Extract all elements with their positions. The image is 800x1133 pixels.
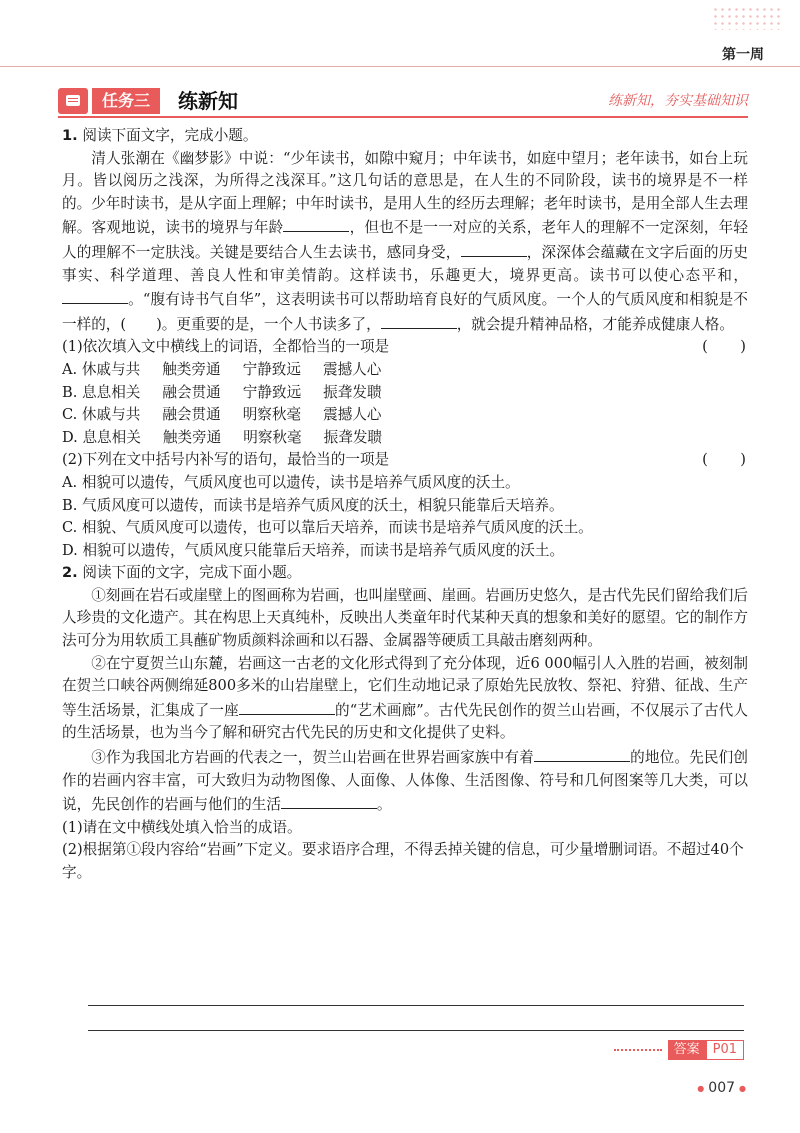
q2-prompt: 阅读下面的文字，完成下面小题。 — [82, 564, 302, 582]
q1-passage: 清人张潮在《幽梦影》中说：“少年读书，如隙中窥月；中年读书，如庭中望月；老年读书，如台上玩月。皆以阅历之浅深，为所得之浅深耳。”这几句话的意思是，在人生的不同阶段，读书的境界是不一样的。少年时读书，是从字面上理解；中年时读书，是用人生的经历去理解；老年时读书，是用全部人生去理解。客观地说，读书的境界与年龄 ，但也不是一一对应的关系，老年人的理解不一定深刻，年轻人的理解不一定肤浅。关键是要结合人生去读书，感同身受， ，深深体会蕴藏在文字后面的历史事实、科学道理、善良人性和审美情韵。这样读书，乐趣更大，境界更高。读书可以使心态平和，。“腹有诗书气自华”，这表明读书可以帮助培育良好的气质风度。一个人的气质风度和相貌是不一样的，( )。更重要的是，一个人书读多了， ，就会提升精神品格，才能养成健康人格。 — [62, 149, 748, 333]
q1-sub1-option-b[interactable]: B. 息息相关 融会贯通 宁静致远 振聋发聩 — [62, 383, 382, 401]
q2-sub2: (2)根据第①段内容给“岩画”下定义。要求语序合理，不得丢掉关键的信息，可少量增删词语。不超过40个字。 — [62, 841, 744, 881]
answer-line-1[interactable] — [88, 1005, 744, 1006]
q1-prompt: 阅读下面文字，完成小题。 — [82, 127, 258, 144]
q1-heading — [62, 125, 748, 148]
q2-blank-3[interactable] — [281, 792, 377, 809]
q2-paragraph-1: ①刻画在岩石或崖壁上的图画称为岩画，也叫崖壁画、崖画。岩画历史悠久，是古代先民们留给我们后人珍贵的文化遗产。其在构思上天真纯朴，反映出人类童年时代某种天真的想象和美好的愿望。它的制作方法可分为用软质工具蘸矿物质颜料涂画和以石器、金属器等硬质工具敲击磨刻两种。 — [62, 586, 748, 650]
q1-sub2-answer-paren[interactable]: ( ) — [702, 451, 746, 469]
q2-blank-2[interactable] — [534, 745, 630, 762]
answer-label: 答案 — [668, 1040, 706, 1060]
question-content — [62, 125, 748, 885]
task-title: 练新知 — [178, 89, 238, 113]
q2-sub1: (1)请在文中横线处填入恰当的成语。 — [62, 818, 302, 836]
q1-sub1-option-d[interactable]: D. 息息相关 触类旁通 明察秋毫 振聋发聩 — [62, 428, 383, 446]
q2-number: 2. — [62, 564, 78, 582]
header-divider — [0, 66, 800, 67]
q1-sub1-option-c[interactable]: C. 休戚与共 融会贯通 明察秋毫 震撼人心 — [62, 406, 382, 424]
task-divider — [58, 116, 748, 118]
answer-line-2[interactable] — [88, 1030, 744, 1031]
q2-blank-1[interactable] — [239, 698, 335, 715]
q1-sub2-stem-row — [62, 449, 748, 472]
q1-blank-1[interactable] — [283, 215, 349, 232]
q1-sub2-option-d[interactable]: D. 相貌可以遗传，气质风度只能靠后天培养，而读书是培养气质风度的沃土。 — [62, 541, 565, 559]
q1-number: 1. — [62, 127, 78, 144]
task-subtitle: 练新知，夯实基础知识 — [608, 93, 748, 109]
q1-sub1-option-a[interactable]: A. 休戚与共 触类旁通 宁静致远 震撼人心 — [62, 360, 382, 378]
q1-sub2-option-a[interactable]: A. 相貌可以遗传，气质风度也可以遗传，读书是培养气质风度的沃土。 — [62, 473, 520, 491]
dotted-leader — [614, 1049, 662, 1051]
q1-sub2-option-b[interactable]: B. 气质风度可以遗传，而读书是培养气质风度的沃土，相貌只能靠后天培养。 — [62, 496, 564, 514]
page-number: ● 007 ● — [693, 1080, 750, 1096]
task-label: 任务三 — [92, 88, 160, 114]
task-header — [58, 88, 748, 114]
notebook-icon — [58, 88, 88, 114]
q1-blank-4[interactable] — [381, 312, 457, 329]
answer-page: P01 — [706, 1040, 744, 1060]
q2-paragraph-3: ③作为我国北方岩画的代表之一，贺兰山岩画在世界岩画家族中有着 的地位。先民们创作的岩画内容丰富，可大致归为动物图像、人面像、人体像、生活图像、符号和几何图案等几大类，可以说，先民创作的岩画与他们的生活 。 — [62, 745, 748, 817]
decorative-dots — [712, 6, 782, 30]
week-label: 第一周 — [722, 47, 764, 63]
q1-blank-3[interactable] — [62, 287, 128, 304]
q2-heading — [62, 562, 748, 585]
q1-sub1-answer-paren[interactable]: ( ) — [702, 338, 746, 356]
q1-sub1-stem: (1)依次填入文中横线上的词语，全都恰当的一项是 — [62, 338, 390, 356]
answer-reference — [614, 1040, 744, 1060]
q1-sub2-stem: (2)下列在文中括号内补写的语句，最恰当的一项是 — [62, 451, 390, 469]
q1-blank-2[interactable] — [461, 240, 527, 257]
q1-sub2-option-c[interactable]: C. 相貌、气质风度可以遗传，也可以靠后天培养，而读书是培养气质风度的沃土。 — [62, 519, 593, 537]
q1-sub1-stem-row — [62, 336, 748, 359]
q2-paragraph-2: ②在宁夏贺兰山东麓，岩画这一古老的文化形式得到了充分体现，近6 000幅引人入胜的岩画，被刻制在贺兰口峡谷两侧绵延800多米的山岩崖壁上，它们生动地记录了原始先民放牧、祭祀、狩猎、征战、生产等生活场景，汇集成了一座 的“艺术画廊”。古代先民创作的贺兰山岩画，不仅展示了古代人的生活场景，也为当今了解和研究古代先民的历史和文化提供了史料。 — [62, 654, 748, 742]
